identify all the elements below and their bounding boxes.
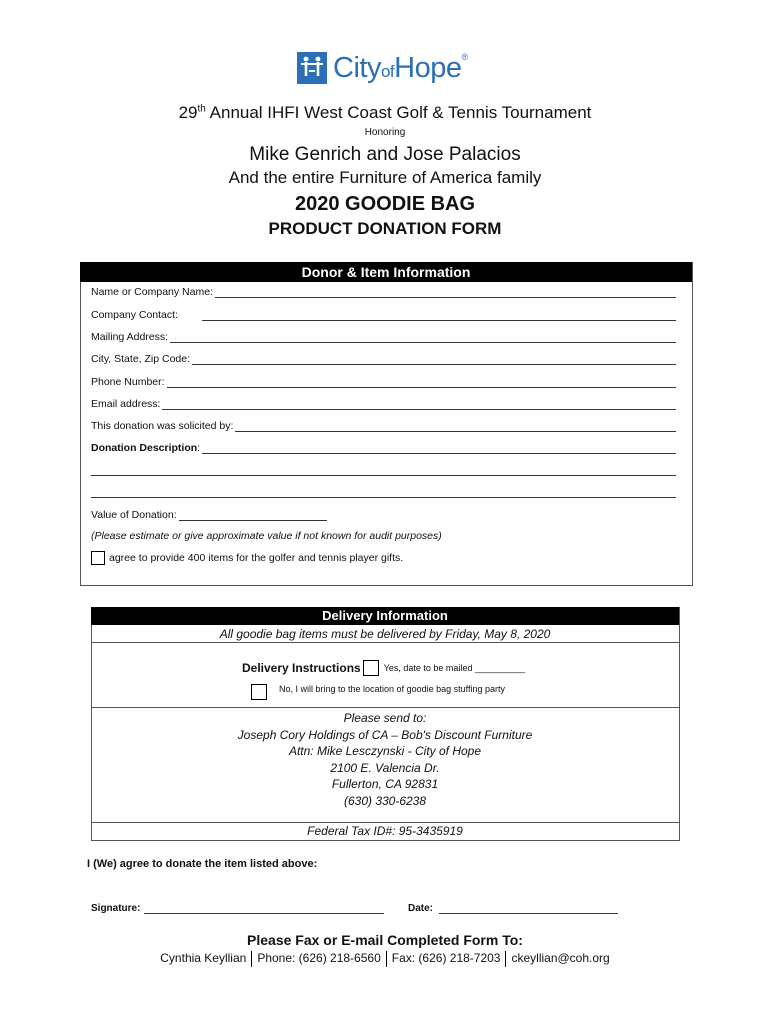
contact-field[interactable] bbox=[91, 309, 676, 321]
address-line: Fullerton, CA 92831 bbox=[331, 777, 439, 791]
divider bbox=[91, 707, 679, 708]
value-note: (Please estimate or give approximate value if not known for audit purposes) bbox=[91, 530, 442, 542]
date-field[interactable] bbox=[408, 903, 618, 914]
federal-tax-id: Federal Tax ID#: 95-3435919 bbox=[307, 824, 463, 838]
name-label: Name or Company Name: bbox=[91, 286, 213, 298]
send-to-label: Please send to: bbox=[343, 711, 427, 725]
city-label: City, State, Zip Code: bbox=[91, 353, 191, 365]
signature-field[interactable] bbox=[91, 903, 384, 914]
contact-name: Cynthia Keyllian bbox=[160, 951, 247, 966]
bring-option-row bbox=[251, 678, 505, 700]
contact-label: Company Contact: bbox=[91, 309, 178, 321]
form-title-line2: PRODUCT DONATION FORM bbox=[268, 219, 502, 238]
value-field[interactable] bbox=[91, 509, 327, 521]
contact-email[interactable]: ckeyllian@coh.org bbox=[511, 951, 610, 966]
address-line: 2100 E. Valencia Dr. bbox=[330, 760, 440, 775]
agree-checkbox[interactable] bbox=[91, 551, 105, 565]
donor-section-heading: Donor & Item Information bbox=[80, 262, 692, 282]
honorees: Mike Genrich and Jose Palacios bbox=[249, 144, 521, 165]
city-of-hope-logo bbox=[297, 50, 468, 86]
address-line: Attn: Mike Lesczynski - City of Hope bbox=[288, 744, 482, 758]
agree-label: agree to provide 400 items for the golfer and tennis player gifts. bbox=[109, 552, 404, 564]
email-field[interactable] bbox=[91, 398, 676, 410]
address-line: Joseph Cory Holdings of CA – Bob's Discount Furniture bbox=[237, 727, 533, 742]
mailing-address-field[interactable] bbox=[91, 331, 676, 343]
logo-wordmark: CityofHope® bbox=[333, 51, 468, 84]
delivery-instructions-row bbox=[242, 660, 525, 676]
mail-option-checkbox[interactable] bbox=[363, 660, 379, 676]
description-line-3[interactable] bbox=[91, 497, 676, 498]
phone-field[interactable] bbox=[91, 376, 676, 388]
email-label: Email address: bbox=[91, 398, 161, 410]
footer-contact-row bbox=[0, 951, 770, 967]
contact-fax: Fax: (626) 218-7203 bbox=[391, 951, 501, 966]
divider bbox=[91, 822, 679, 823]
description-line-2[interactable] bbox=[91, 475, 676, 476]
tournament-title: 29th Annual IHFI West Coast Golf & Tennis Tournament bbox=[178, 103, 592, 122]
address-line: (630) 330-6238 bbox=[343, 793, 427, 808]
name-field[interactable] bbox=[91, 286, 676, 298]
mail-option-label: Yes, date to be mailed __________ bbox=[383, 663, 526, 673]
bring-option-checkbox[interactable] bbox=[251, 684, 267, 700]
honorees-family: And the entire Furniture of America family bbox=[228, 168, 542, 187]
send-to-block bbox=[91, 710, 679, 809]
delivery-deadline: All goodie bag items must be delivered by Friday, May 8, 2020 bbox=[219, 627, 551, 641]
donation-description-field[interactable]: Donation Description : bbox=[91, 442, 676, 454]
description-label: Donation Description bbox=[91, 442, 198, 454]
bring-option-label: No, I will bring to the location of goodie bag stuffing party bbox=[279, 684, 505, 694]
phone-label: Phone Number: bbox=[91, 376, 165, 388]
signature-label: Signature: bbox=[91, 903, 141, 914]
solicited-by-field[interactable] bbox=[91, 420, 676, 432]
delivery-instructions-label: Delivery Instructions bbox=[242, 661, 361, 675]
people-icon bbox=[297, 52, 327, 84]
honoring-label: Honoring bbox=[364, 127, 406, 138]
value-label: Value of Donation: bbox=[91, 509, 177, 521]
agree-row bbox=[91, 551, 403, 565]
solicited-label: This donation was solicited by: bbox=[91, 420, 234, 432]
divider bbox=[91, 642, 679, 643]
city-state-zip-field[interactable] bbox=[91, 353, 676, 365]
agreement-statement: I (We) agree to donate the item listed above: bbox=[87, 858, 318, 870]
delivery-section-heading: Delivery Information bbox=[91, 607, 679, 625]
mailing-label: Mailing Address: bbox=[91, 331, 169, 343]
form-title-line1: 2020 GOODIE BAG bbox=[294, 193, 476, 215]
date-label: Date: bbox=[408, 903, 434, 914]
footer-heading: Please Fax or E-mail Completed Form To: bbox=[247, 932, 523, 948]
contact-phone: Phone: (626) 218-6560 bbox=[257, 951, 381, 966]
